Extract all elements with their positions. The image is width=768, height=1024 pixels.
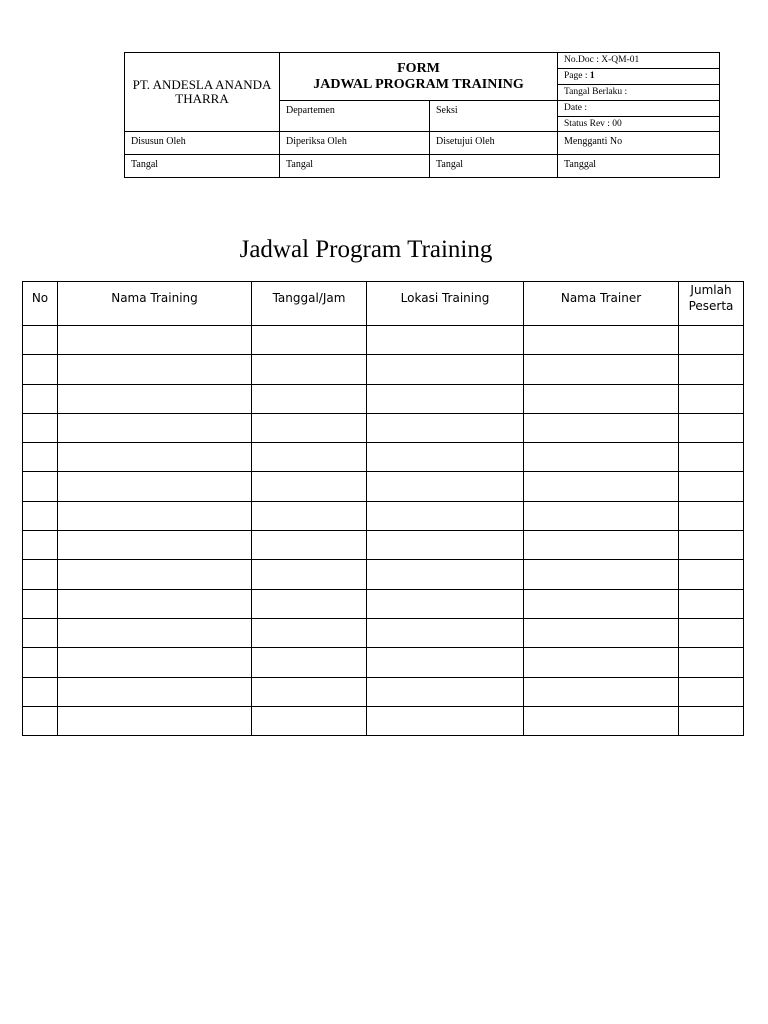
form-title-block: [280, 53, 558, 101]
cell-no[interactable]: [23, 677, 58, 706]
cell-jumlah-peserta[interactable]: [679, 355, 744, 384]
cell-no[interactable]: [23, 648, 58, 677]
cell-nama-trainer[interactable]: [524, 501, 679, 530]
cell-tanggal-jam[interactable]: [252, 501, 367, 530]
cell-nama-trainer[interactable]: [524, 472, 679, 501]
cell-nama-training[interactable]: [58, 326, 252, 355]
cell-no[interactable]: [23, 618, 58, 647]
cell-nama-training[interactable]: [58, 501, 252, 530]
table-row: [23, 677, 744, 706]
cell-nama-trainer[interactable]: [524, 355, 679, 384]
cell-nama-trainer[interactable]: [524, 648, 679, 677]
effective-date: Tangal Berlaku :: [558, 85, 720, 101]
cell-nama-training[interactable]: [58, 706, 252, 735]
tangal-disetujui: Tangal: [430, 155, 558, 178]
table-row: [23, 648, 744, 677]
column-header-nama-training: Nama Training: [58, 282, 252, 326]
tangal-diperiksa: Tangal: [280, 155, 430, 178]
cell-lokasi-training[interactable]: [367, 413, 524, 442]
cell-tanggal-jam[interactable]: [252, 326, 367, 355]
cell-tanggal-jam[interactable]: [252, 589, 367, 618]
cell-lokasi-training[interactable]: [367, 355, 524, 384]
cell-jumlah-peserta[interactable]: [679, 413, 744, 442]
cell-nama-trainer[interactable]: [524, 443, 679, 472]
column-header-tanggal-jam: Tanggal/Jam: [252, 282, 367, 326]
schedule-body: [23, 326, 744, 736]
cell-tanggal-jam[interactable]: [252, 355, 367, 384]
cell-nama-trainer[interactable]: [524, 618, 679, 647]
cell-no[interactable]: [23, 531, 58, 560]
cell-jumlah-peserta[interactable]: [679, 472, 744, 501]
table-row: [23, 501, 744, 530]
tanggal-mengganti: Tanggal: [558, 155, 720, 178]
departemen-field: Departemen: [280, 101, 430, 132]
cell-nama-training[interactable]: [58, 355, 252, 384]
cell-lokasi-training[interactable]: [367, 618, 524, 647]
cell-lokasi-training[interactable]: [367, 589, 524, 618]
training-schedule-table: [22, 281, 744, 736]
cell-nama-trainer[interactable]: [524, 560, 679, 589]
cell-lokasi-training[interactable]: [367, 326, 524, 355]
cell-jumlah-peserta[interactable]: [679, 560, 744, 589]
company-name: PT. ANDESLA ANANDA THARRA: [125, 53, 280, 132]
cell-lokasi-training[interactable]: [367, 472, 524, 501]
status-rev: Status Rev : 00: [558, 117, 720, 132]
cell-no[interactable]: [23, 472, 58, 501]
cell-jumlah-peserta[interactable]: [679, 589, 744, 618]
cell-tanggal-jam[interactable]: [252, 384, 367, 413]
column-header-jumlah-peserta: Jumlah Peserta: [679, 282, 744, 326]
cell-nama-training[interactable]: [58, 560, 252, 589]
table-row: [23, 589, 744, 618]
cell-nama-training[interactable]: [58, 589, 252, 618]
cell-nama-training[interactable]: [58, 618, 252, 647]
page-title: Jadwal Program Training: [239, 236, 493, 263]
seksi-field: Seksi: [430, 101, 558, 132]
table-row: [23, 472, 744, 501]
cell-no[interactable]: [23, 355, 58, 384]
cell-nama-training[interactable]: [58, 384, 252, 413]
cell-jumlah-peserta[interactable]: [679, 618, 744, 647]
cell-no[interactable]: [23, 706, 58, 735]
table-row: [23, 413, 744, 442]
cell-jumlah-peserta[interactable]: [679, 531, 744, 560]
cell-lokasi-training[interactable]: [367, 706, 524, 735]
column-header-nama-trainer: Nama Trainer: [524, 282, 679, 326]
cell-tanggal-jam[interactable]: [252, 677, 367, 706]
mengganti-no: Mengganti No: [558, 132, 720, 155]
cell-lokasi-training[interactable]: [367, 648, 524, 677]
tangal-disusun: Tangal: [125, 155, 280, 178]
cell-jumlah-peserta[interactable]: [679, 648, 744, 677]
cell-nama-trainer[interactable]: [524, 589, 679, 618]
cell-lokasi-training[interactable]: [367, 677, 524, 706]
table-row: [23, 355, 744, 384]
cell-no[interactable]: [23, 560, 58, 589]
cell-tanggal-jam[interactable]: [252, 648, 367, 677]
cell-jumlah-peserta[interactable]: [679, 706, 744, 735]
diperiksa-oleh: Diperiksa Oleh: [280, 132, 430, 155]
page-number: [558, 69, 720, 85]
table-row: [23, 384, 744, 413]
disetujui-oleh: Disetujui Oleh: [430, 132, 558, 155]
cell-no[interactable]: [23, 501, 58, 530]
cell-nama-trainer[interactable]: [524, 384, 679, 413]
table-row: [23, 706, 744, 735]
table-row: [23, 326, 744, 355]
cell-no[interactable]: [23, 589, 58, 618]
cell-jumlah-peserta[interactable]: [679, 677, 744, 706]
form-title: JADWAL PROGRAM TRAINING: [313, 76, 524, 92]
cell-no[interactable]: [23, 326, 58, 355]
column-header-lokasi-training: Lokasi Training: [367, 282, 524, 326]
cell-lokasi-training[interactable]: [367, 443, 524, 472]
form-header-table: [124, 52, 720, 178]
doc-number: No.Doc : X-QM-01: [558, 53, 720, 69]
page-number-label: Page :: [564, 71, 590, 81]
cell-nama-trainer[interactable]: [524, 677, 679, 706]
disusun-oleh: Disusun Oleh: [125, 132, 280, 155]
cell-no[interactable]: [23, 413, 58, 442]
cell-nama-training[interactable]: [58, 648, 252, 677]
cell-nama-training[interactable]: [58, 413, 252, 442]
cell-tanggal-jam[interactable]: [252, 443, 367, 472]
cell-jumlah-peserta[interactable]: [679, 384, 744, 413]
cell-jumlah-peserta[interactable]: [679, 501, 744, 530]
cell-no[interactable]: [23, 384, 58, 413]
cell-jumlah-peserta[interactable]: [679, 326, 744, 355]
page-number-value: 1: [589, 71, 595, 81]
table-row: [23, 531, 744, 560]
cell-nama-training[interactable]: [58, 443, 252, 472]
cell-tanggal-jam[interactable]: [252, 413, 367, 442]
cell-nama-trainer[interactable]: [524, 706, 679, 735]
cell-tanggal-jam[interactable]: [252, 618, 367, 647]
cell-lokasi-training[interactable]: [367, 384, 524, 413]
cell-nama-training[interactable]: [58, 531, 252, 560]
cell-lokasi-training[interactable]: [367, 560, 524, 589]
cell-nama-trainer[interactable]: [524, 326, 679, 355]
cell-nama-trainer[interactable]: [524, 413, 679, 442]
cell-nama-training[interactable]: [58, 472, 252, 501]
cell-no[interactable]: [23, 443, 58, 472]
form-label: FORM: [397, 60, 440, 76]
table-row: [23, 443, 744, 472]
cell-tanggal-jam[interactable]: [252, 706, 367, 735]
cell-tanggal-jam[interactable]: [252, 531, 367, 560]
cell-lokasi-training[interactable]: [367, 501, 524, 530]
table-row: [23, 560, 744, 589]
cell-tanggal-jam[interactable]: [252, 472, 367, 501]
cell-nama-trainer[interactable]: [524, 531, 679, 560]
cell-nama-training[interactable]: [58, 677, 252, 706]
column-header-no: No: [23, 282, 58, 326]
cell-tanggal-jam[interactable]: [252, 560, 367, 589]
table-row: [23, 618, 744, 647]
cell-lokasi-training[interactable]: [367, 531, 524, 560]
cell-jumlah-peserta[interactable]: [679, 443, 744, 472]
date-field: Date :: [558, 101, 720, 117]
